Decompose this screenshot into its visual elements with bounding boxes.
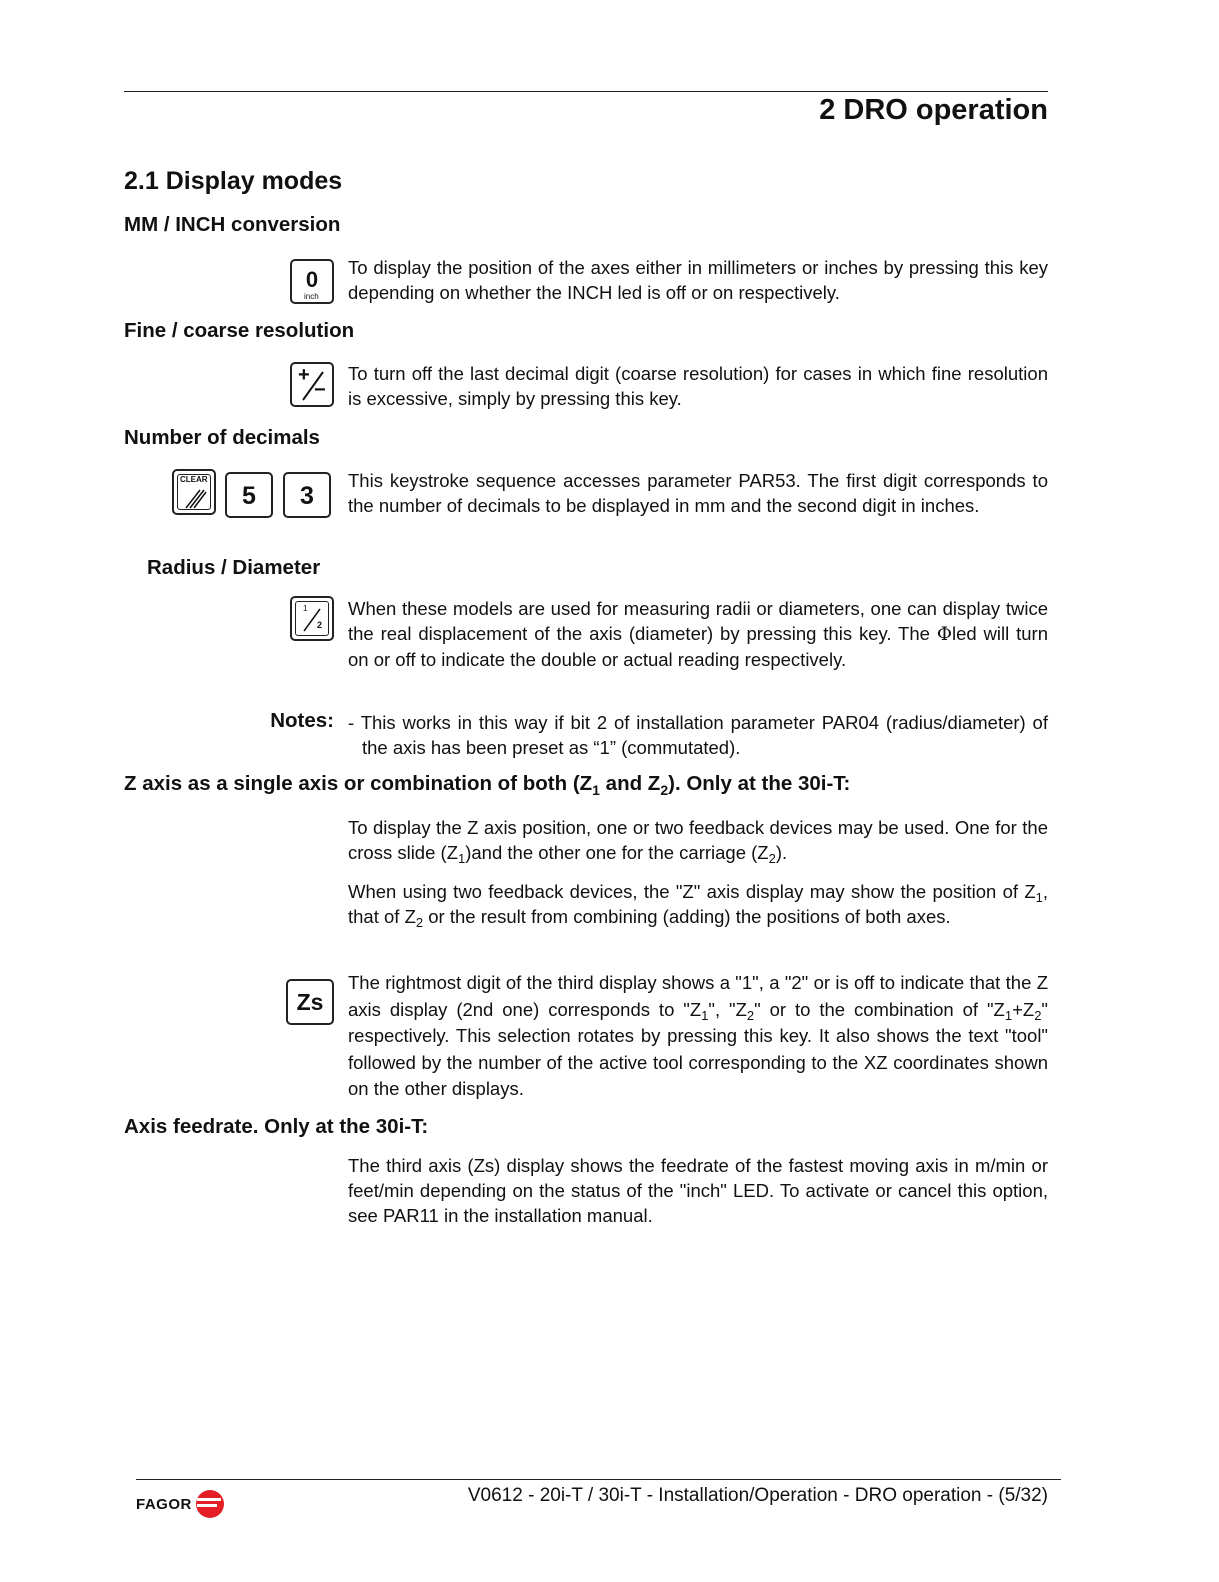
key-3-label: 3 [300,482,314,510]
mm-inch-key-label: 0 [305,267,319,292]
mm-inch-key[interactable] [290,259,334,304]
notes-label: Notes: [270,709,334,732]
plus-minus-key-bottom: − [314,379,326,401]
logo-text: FAGOR [136,1495,192,1513]
phi-symbol: Φ [936,624,952,645]
clear-key[interactable] [172,469,216,515]
decimals-text: This keystroke sequence accesses parameter PAR53. The first digit corresponds to the number of decimals to be displayed in mm and the second digit in inches. [348,470,1048,516]
feedrate-heading: Axis feedrate. Only at the 30i-T: [124,1115,429,1138]
clear-key-label: CLEAR [180,475,208,484]
fagor-logo [136,1489,225,1519]
radius-text: When these models are used for measuring radii or diameters, one can display twice the real displacement of the axis (diameter) by pressing this key. The Φled will turn on or off to indicate the double or actual reading respectively. [348,598,1048,670]
footer-text: V0612 - 20i-T / 30i-T - Installation/Operation - DRO operation - (5/32) [467,1485,1048,1506]
header-rule [124,91,1048,92]
fine-coarse-heading: Fine / coarse resolution [124,319,355,342]
key-5-label: 5 [242,482,256,510]
z-axis-paragraph-1: To display the Z axis position, one or two feedback devices may be used. One for the cross slide $(Z_1)and$ the other one for the carriage $(Z_2)$. [348,817,1048,866]
feedrate-text: The third axis (Zs) display shows the feedrate of the fastest moving axis in m/min or feet/min depending on the status of the "inch" LED. To activate or cancel this option, see PAR11 in the installation manual. [348,1155,1048,1226]
mm-inch-key-sublabel: inch [304,292,319,301]
footer-rule [136,1479,1061,1480]
mm-inch-text: To display the position of the axes either in millimeters or inches by pressing this key depending on whether the INCH led is off or on respectively. [348,257,1048,303]
fagor-logo-icon [195,1489,225,1519]
z-axis-paragraph-2: When using two feedback devices, the "Z" axis display may show the position of $Z_1$, that of $Z_2$ or the result from combining (adding) the positions of both axes. [348,881,1048,930]
chapter-title: 2 DRO operation [819,94,1048,126]
z-axis-paragraph-3: The rightmost digit of the third display shows a "1", a "2" or is off to indicate that the Z axis display (2nd one) corresponds to "$Z_1$", "$Z_2$" or to the combination of "$Z_1+Z_2$" respectively. This selection rotates by pressing this key. It also shows the text "tool" followed by the number of the active tool corresponding to the XZ coordinates shown on the other displays. [348,972,1048,1099]
radius-diameter-key[interactable] [290,596,334,641]
notes-text: - This works in this way if bit 2 of installation parameter PAR04 (radius/diameter) of the axis has been preset as “1” (commutated). [348,712,1048,758]
mm-inch-heading: MM / INCH conversion [124,213,341,236]
zs-key-label: Zs [296,989,324,1015]
fine-coarse-text: To turn off the last decimal digit (coarse resolution) for cases in which fine resolution is excessive, simply by pressing this key. [348,363,1048,409]
plus-minus-key-top: + [298,364,310,386]
key-5[interactable] [225,472,273,518]
radius-heading: Radius / Diameter [147,556,321,579]
z-axis-heading: Z axis as a single axis or combination of both ($Z_1$ and $Z_2$). Only at the 30i-T: [124,772,851,798]
radius-key-top: 1 [303,604,308,613]
radius-key-bottom: 2 [317,620,323,630]
clear-hatch-icon [184,486,208,510]
zs-key[interactable] [286,979,334,1025]
plus-minus-key[interactable] [290,362,334,407]
decimals-heading: Number of decimals [124,426,320,449]
key-3[interactable] [283,472,331,518]
section-title: 2.1 Display modes [124,167,343,195]
